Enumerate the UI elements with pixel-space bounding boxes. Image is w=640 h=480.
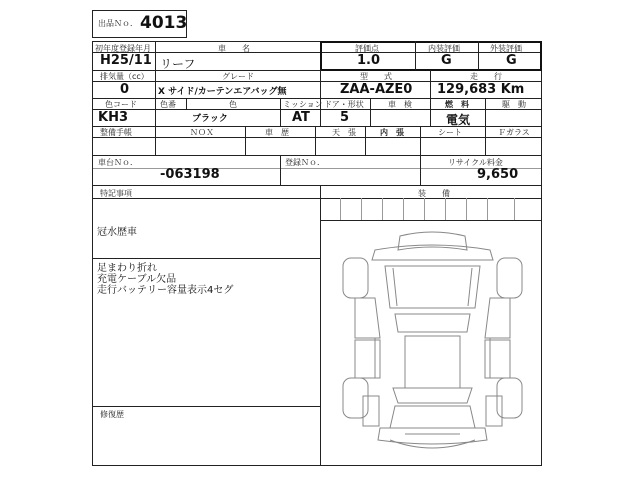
- recycle-fee-value: 9,650: [477, 167, 519, 182]
- grade-value: X サイド/カーテンエアバッグ無: [158, 87, 287, 97]
- maintenance-label: 整備手帳: [100, 128, 132, 137]
- note-line-3: 走行バッテリー容量表示4セグ: [97, 285, 234, 296]
- recycle-fee-label: リサイクル料金: [448, 158, 503, 167]
- seat-label: シート: [438, 128, 462, 137]
- color-label: 色: [229, 100, 237, 109]
- grade-label: グレード: [222, 72, 254, 81]
- score-label: 評価点: [355, 44, 379, 53]
- history-label: 車 歴: [265, 128, 289, 137]
- lot-number: 4013: [140, 13, 188, 33]
- fuel-value: 電気: [446, 113, 471, 127]
- interior-top-label: 内 張: [380, 128, 404, 137]
- chassis-no-value: -063198: [160, 167, 220, 182]
- model-value: ZAA-AZE0: [340, 82, 413, 97]
- doors-value: 5: [340, 110, 350, 125]
- exterior-grade-label: 外装評価: [490, 44, 522, 53]
- special-notes-label: 特記事項: [100, 189, 132, 198]
- note-line-2: 充電ケーブル欠品: [97, 274, 177, 285]
- note-line-1: 足まわり折れ: [97, 263, 157, 274]
- car-diagram: [335, 228, 530, 460]
- transmission-label: ミッション: [283, 100, 323, 109]
- color-number-label: 色番: [160, 100, 176, 109]
- sunroof-label: 天 張: [332, 128, 356, 137]
- exterior-grade-value: G: [506, 53, 517, 68]
- drive-label: 駆 動: [502, 100, 526, 109]
- registration-no-label: 登録Ｎｏ．: [285, 158, 325, 167]
- repair-history-label: 修復歴: [100, 410, 124, 419]
- model-label: 型 式: [360, 72, 392, 81]
- first-registration-value: H25/11: [100, 53, 152, 68]
- interior-grade-label: 内装評価: [428, 44, 460, 53]
- car-name-value: リーフ: [160, 57, 196, 71]
- nox-label: ＮＯＸ: [190, 128, 214, 137]
- displacement-label: 排気量（cc）: [100, 72, 149, 81]
- color-value: ブラック: [192, 114, 228, 124]
- transmission-value: AT: [292, 110, 310, 125]
- inspection-label: 車 検: [388, 100, 412, 109]
- first-registration-label: 初年度登録年月: [95, 44, 151, 53]
- equipment-label: 装 備: [418, 189, 450, 198]
- car-name-label: 車 名: [218, 44, 250, 53]
- color-code-label: 色コード: [105, 100, 137, 109]
- interior-grade-value: G: [441, 53, 452, 68]
- doors-shape-label: ドア・形状: [324, 100, 364, 109]
- displacement-value: 0: [120, 82, 130, 97]
- color-code-value: KH3: [98, 110, 128, 125]
- fuel-label: 燃 料: [445, 100, 469, 109]
- mileage-value: 129,683 Km: [437, 82, 525, 97]
- flood-note: 冠水歴車: [97, 227, 137, 238]
- chassis-no-label: 車台Ｎｏ．: [98, 158, 138, 167]
- score-value: 1.0: [357, 53, 381, 68]
- lot-label: 出品Ｎｏ．: [98, 19, 138, 28]
- f-glass-label: Ｆガラス: [498, 128, 530, 137]
- mileage-label: 走 行: [470, 72, 502, 81]
